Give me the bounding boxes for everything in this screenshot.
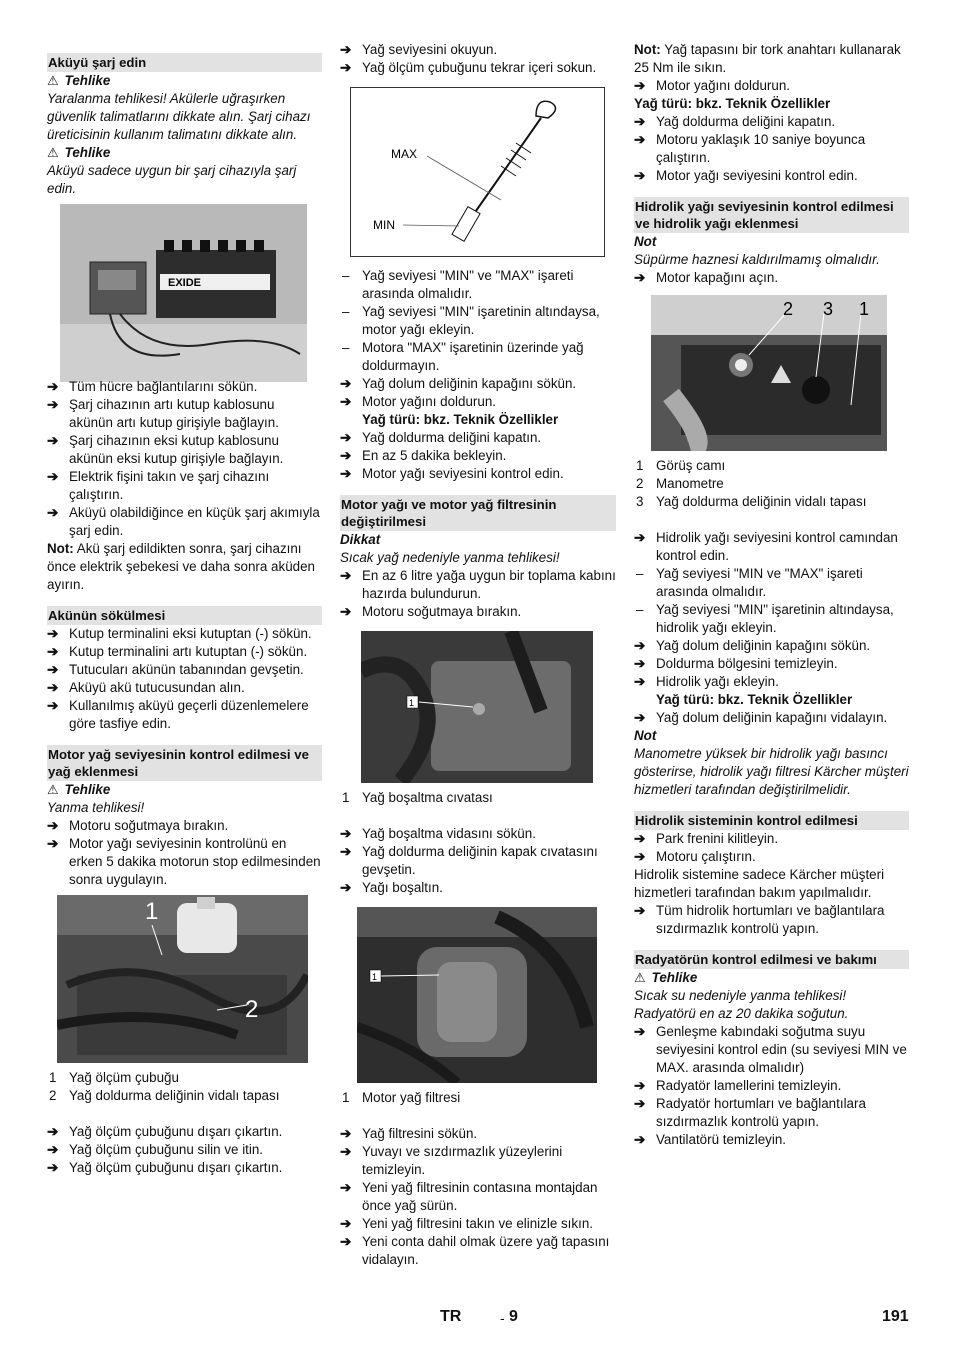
dash-item: – Yağ seviyesi "MIN" işaretinin altındaysa, hidrolik yağı ekleyin.: [634, 601, 909, 637]
dash-item: – Motora "MAX" işaretinin üzerinde yağ doldurmayın.: [340, 339, 616, 375]
warning-text: Yaralanma tehlikesi! Akülerle uğraşırken güvenlik talimatlarını dikkate alın. Şarj cihazı üreticisinin kullanım talimatını dikkate alın.: [47, 91, 311, 142]
callout-2: 2: [245, 996, 259, 1023]
step: ➔ En az 5 dakika bekleyin.: [340, 447, 616, 465]
step: ➔ Motor yağı seviyesinin kontrolünü en erken 5 dakika motorun stop edilmesinden sonra uygulayın.: [47, 835, 322, 889]
dash-list: [340, 267, 616, 375]
step: ➔ Yeni conta dahil olmak üzere yağ tapasını vidalayın.: [340, 1233, 616, 1269]
step: ➔ Vantilatörü temizleyin.: [634, 1131, 909, 1149]
footer-sep: -: [500, 1310, 505, 1326]
step: ➔ Yağ boşaltma vidasını sökün.: [340, 825, 616, 843]
step: ➔ Yağ dolum deliğinin kapağını vidalayın.: [634, 709, 909, 727]
step: ➔ Yağı boşaltın.: [340, 879, 616, 897]
note-text: Akü şarj edildikten sonra, şarj cihazını önce elektrik şebekesi ve daha sonra aküden ayırın.: [47, 541, 315, 592]
footer-page: 9: [509, 1308, 518, 1325]
step: ➔ Yağ doldurma deliğini kapatın.: [634, 113, 909, 131]
step: ➔ Motor yağı seviyesini kontrol edin.: [340, 465, 616, 483]
warning-text: Sıcak su nedeniyle yanma tehlikesi! Radyatörü en az 20 dakika soğutun.: [634, 988, 849, 1021]
step: ➔ Yağ ölçüm çubuğunu silin ve itin.: [47, 1141, 322, 1159]
caution-label: Dikkat: [340, 532, 381, 547]
callout-1: 1: [372, 972, 378, 982]
warning-label: ⚠ Tehlike: [47, 781, 322, 799]
oil-filter-photo: [357, 907, 597, 1083]
section-heading: Motor yağı ve motor yağ filtresinin değiştirilmesi: [340, 495, 616, 531]
warning-text: Yanma tehlikesi!: [47, 800, 145, 815]
legend-item: 3 Yağ doldurma deliğinin vidalı tapası: [636, 494, 867, 509]
step: ➔ Park frenini kilitleyin.: [634, 830, 909, 848]
step: ➔ Kullanılmış aküyü geçerli düzenlemelere göre tasfiye edin.: [47, 697, 322, 733]
section-heading: Aküyü şarj edin: [47, 53, 322, 72]
oil-type: Yağ türü: bkz. Teknik Özellikler: [634, 96, 831, 111]
step: ➔ Motor yağını doldurun.: [340, 393, 616, 411]
step: ➔ Tüm hidrolik hortumları ve bağlantılara sızdırmazlık kontrolü yapın.: [634, 902, 909, 938]
step: ➔ Radyatör lamellerini temizleyin.: [634, 1077, 909, 1095]
drain-bolt-photo: [361, 631, 593, 783]
section-heading: Hidrolik sisteminin kontrol edilmesi: [634, 811, 909, 830]
step: ➔ Yağ doldurma deliğini kapatın.: [340, 429, 616, 447]
callout-1: 1: [859, 299, 870, 319]
step: ➔ Yağ ölçüm çubuğunu tekrar içeri sokun.: [340, 59, 616, 77]
legend-item: 2 Yağ doldurma deliğinin vidalı tapası: [49, 1088, 280, 1103]
step: ➔ Kutup terminalini eksi kutuptan (-) sökün.: [47, 625, 322, 643]
section-heading: Hidrolik yağı seviyesinin kontrol edilmesi ve hidrolik yağı eklenmesi: [634, 197, 909, 233]
battery-charging-photo: [60, 204, 307, 382]
note-text: Manometre yüksek bir hidrolik yağı basıncı gösterirse, hidrolik yağı filtresi Kärcher müşteri hizmetleri tarafından değiştirilmelidir.: [634, 746, 909, 797]
footer-lang: TR: [440, 1308, 462, 1325]
step: ➔ Aküyü olabildiğince en küçük şarj akımıyla şarj edin.: [47, 504, 322, 540]
caution-text: Sıcak yağ nedeniyle yanma tehlikesi!: [340, 550, 560, 565]
warning-text: Aküyü sadece uygun bir şarj cihazıyla şarj edin.: [47, 163, 297, 196]
warning-label: ⚠ Tehlike: [47, 72, 322, 90]
section-heading: Motor yağ seviyesinin kontrol edilmesi ve yağ eklenmesi: [47, 745, 322, 781]
step: ➔ Tüm hücre bağlantılarını sökün.: [47, 378, 322, 396]
dipstick-diagram: [350, 87, 605, 257]
step: ➔ Yağ filtresini sökün.: [340, 1125, 616, 1143]
callout-3: 3: [823, 299, 834, 319]
note-text: Süpürme haznesi kaldırılmamış olmalıdır.: [634, 252, 880, 267]
callout-1: 1: [145, 898, 159, 925]
section-heading: Radyatörün kontrol edilmesi ve bakımı: [634, 950, 909, 969]
step: ➔ Motor yağı seviyesini kontrol edin.: [634, 167, 909, 185]
legend-item: 1 Motor yağ filtresi: [342, 1090, 461, 1105]
legend-item: 1 Görüş camı: [636, 458, 726, 473]
note-text: Yağ tapasını bir tork anahtarı kullanarak 25 Nm ile sıkın.: [634, 42, 901, 75]
step: ➔ Şarj cihazının artı kutup kablosunu akünün artı kutup girişiyle bağlayın.: [47, 396, 322, 432]
section-heading: Akünün sökülmesi: [47, 606, 322, 625]
step: ➔ Doldurma bölgesini temizleyin.: [634, 655, 909, 673]
step: ➔ En az 6 litre yağa uygun bir toplama kabını hazırda bulundurun.: [340, 567, 616, 603]
min-label: MIN: [373, 218, 395, 232]
step: ➔ Yeni yağ filtresinin contasına montajdan önce yağ sürün.: [340, 1179, 616, 1215]
callout-2: 2: [783, 299, 794, 319]
note-label: Not:: [634, 42, 661, 57]
step: ➔ Yağ ölçüm çubuğunu dışarı çıkartın.: [47, 1123, 322, 1141]
step: ➔ Motor yağını doldurun.: [634, 77, 909, 95]
step: ➔ Kutup terminalini artı kutuptan (-) sökün.: [47, 643, 322, 661]
step: ➔ Motoru soğutmaya bırakın.: [340, 603, 616, 621]
note-label: Not: [634, 234, 657, 249]
note: [634, 41, 909, 77]
warning-label: ⚠ Tehlike: [634, 969, 909, 987]
step: ➔ Aküyü akü tutucusundan alın.: [47, 679, 322, 697]
dash-item: – Yağ seviyesi "MIN" ve "MAX" işareti arasında olmalıdır.: [340, 267, 616, 303]
steps-list: [47, 378, 322, 540]
step: ➔ Yağ ölçüm çubuğunu dışarı çıkartın.: [47, 1159, 322, 1177]
note-label: Not:: [47, 541, 74, 556]
column-2: [340, 38, 616, 1269]
engine-dipstick-photo: [57, 895, 308, 1063]
page-number: 191: [882, 1308, 909, 1325]
column-3: [634, 38, 909, 1149]
step: ➔ Genleşme kabındaki soğutma suyu seviyesini kontrol edin (su seviyesi MIN ve MAX. arasında olmalıdır): [634, 1023, 909, 1077]
step: ➔ Hidrolik yağı seviyesini kontrol camından kontrol edin.: [634, 529, 909, 565]
step: ➔ Radyatör hortumları ve bağlantılara sızdırmazlık kontrolü yapın.: [634, 1095, 909, 1131]
step: ➔ Yuvayı ve sızdırmazlık yüzeylerini temizleyin.: [340, 1143, 616, 1179]
step: ➔ Motoru çalıştırın.: [634, 848, 909, 866]
legend: [634, 457, 909, 511]
dash-item: – Yağ seviyesi "MIN ve "MAX" işareti arasında olmalıdır.: [634, 565, 909, 601]
legend-item: 1 Yağ boşaltma cıvatası: [342, 790, 493, 805]
step: ➔ Tutucuları akünün tabanından gevşetin.: [47, 661, 322, 679]
oil-type: Yağ türü: bkz. Teknik Özellikler: [362, 412, 559, 427]
legend-item: 1 Yağ ölçüm çubuğu: [49, 1070, 179, 1085]
oil-type: Yağ türü: bkz. Teknik Özellikler: [656, 692, 853, 707]
column-1: [47, 38, 322, 1177]
warning-label: ⚠ Tehlike: [47, 144, 322, 162]
dash-item: – Yağ seviyesi "MIN" işaretinin altındaysa, motor yağı ekleyin.: [340, 303, 616, 339]
step: ➔ Motoru soğutmaya bırakın.: [47, 817, 322, 835]
legend: [47, 1069, 322, 1105]
legend-item: 2 Manometre: [636, 476, 724, 491]
step: ➔ Yağ seviyesini okuyun.: [340, 41, 616, 59]
note: [47, 540, 322, 594]
hydraulic-tank-photo: [651, 295, 887, 451]
step: ➔ Elektrik fişini takın ve şarj cihazını çalıştırın.: [47, 468, 322, 504]
svg-text:EXIDE: EXIDE: [168, 277, 202, 289]
step: ➔ Yağ doldurma deliğinin kapak cıvatasını gevşetin.: [340, 843, 616, 879]
step: ➔ Hidrolik yağı ekleyin.: [634, 673, 909, 691]
note-label: Not: [634, 728, 657, 743]
max-label: MAX: [391, 147, 418, 161]
step: ➔ Yeni yağ filtresini takın ve elinizle sıkın.: [340, 1215, 616, 1233]
paragraph: Hidrolik sistemine sadece Kärcher müşteri hizmetleri tarafından bakım yapılmalıdır.: [634, 867, 885, 900]
step: ➔ Yağ dolum deliğinin kapağını sökün.: [340, 375, 616, 393]
callout-1: 1: [409, 698, 415, 708]
step: ➔ Motoru yaklaşık 10 saniye boyunca çalıştırın.: [634, 131, 909, 167]
step: ➔ Yağ dolum deliğinin kapağını sökün.: [634, 637, 909, 655]
step: ➔ Motor kapağını açın.: [634, 269, 909, 287]
step: ➔ Şarj cihazının eksi kutup kablosunu akünün eksi kutup girişiyle bağlayın.: [47, 432, 322, 468]
steps-list: [47, 625, 322, 733]
